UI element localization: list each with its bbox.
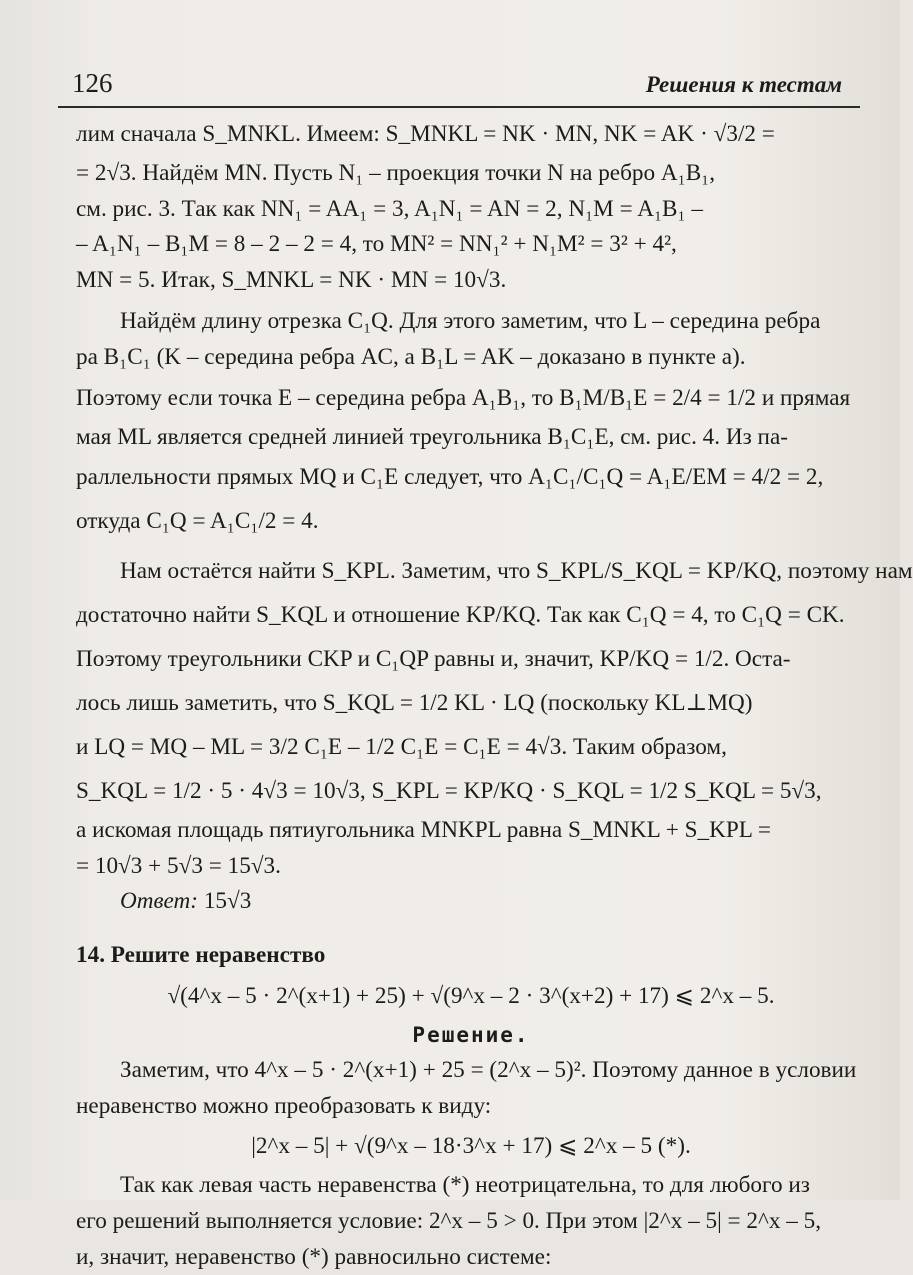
- text-line: раллельности прямых MQ и C₁E следует, что A₁C₁/C₁Q = A₁E/EM = 4/2 = 2,: [76, 455, 866, 499]
- text-line: Заметим, что 4^x – 5 · 2^(x+1) + 25 = (2^x – 5)². Поэтому данное в условии: [76, 1053, 866, 1089]
- text-line: = 2√3. Найдём MN. Пусть N₁ – проекция точки N на ребро A₁B₁,: [76, 156, 866, 192]
- text-line: S_KQL = 1/2 · 5 · 4√3 = 10√3, S_KPL = KP/KQ · S_KQL = 1/2 S_KQL = 5√3,: [76, 769, 866, 813]
- page-header: [58, 64, 850, 104]
- text-line: см. рис. 3. Так как NN₁ = AA₁ = 3, A₁N₁ = AN = 2, N₁M = A₁B₁ –: [76, 192, 866, 228]
- text-line: Найдём длину отрезка C₁Q. Для этого заметим, что L – середина ребра: [76, 304, 866, 340]
- solution-heading: Решение.: [76, 1018, 866, 1054]
- text-line: достаточно найти S_KQL и отношение KP/KQ. Так как C₁Q = 4, то C₁Q = CK.: [76, 593, 866, 637]
- text-line: – A₁N₁ – B₁M = 8 – 2 – 2 = 4, то MN² = NN₁² + N₁M² = 3² + 4²,: [76, 227, 866, 263]
- task-heading: 14. Решите неравенство: [76, 938, 866, 974]
- text-line: Поэтому треугольники CKP и C₁QP равны и, значит, KP/KQ = 1/2. Оста-: [76, 637, 866, 681]
- text-line: лось лишь заметить, что S_KQL = 1/2 KL · LQ (поскольку KL⊥MQ): [76, 681, 866, 725]
- text-line: Поэтому если точка E – середина ребра A₁B₁, то B₁M/B₁E = 2/4 = 1/2 и прямая: [76, 376, 866, 420]
- answer-line: [76, 884, 866, 920]
- text-line: MN = 5. Итак, S_MNKL = NK · MN = 10√3.: [76, 263, 866, 299]
- section-gap: [76, 920, 866, 938]
- page-number: 126: [72, 68, 113, 99]
- text-line: и, значит, неравенство (*) равносильно системе:: [76, 1240, 866, 1275]
- text-line: мая ML является средней линией треугольника B₁C₁E, см. рис. 4. Из па-: [76, 420, 866, 456]
- text-line: а искомая площадь пятиугольника MNKPL равна S_MNKL + S_KPL =: [76, 813, 866, 849]
- text-line: и LQ = MQ – ML = 3/2 C₁E – 1/2 C₁E = C₁E = 4√3. Таким образом,: [76, 725, 866, 769]
- text-line: = 10√3 + 5√3 = 15√3.: [76, 849, 866, 885]
- page-text: [76, 112, 866, 1275]
- text-line: Нам остаётся найти S_KPL. Заметим, что S_KPL/S_KQL = KP/KQ, поэтому нам: [76, 549, 866, 593]
- text-line: откуда C₁Q = A₁C₁/2 = 4.: [76, 499, 866, 543]
- display-formula: |2^x – 5| + √(9^x – 18·3^x + 17) ⩽ 2^x – 5 (*).: [76, 1124, 866, 1168]
- answer-value: 15√3: [204, 888, 252, 914]
- running-head: Решения к тестам: [646, 72, 842, 98]
- text-line: его решений выполняется условие: 2^x – 5 > 0. При этом |2^x – 5| = 2^x – 5,: [76, 1204, 866, 1240]
- text-line: неравенство можно преобразовать к виду:: [76, 1089, 866, 1125]
- text-line: лим сначала S_MNKL. Имеем: S_MNKL = NK · MN, NK = AK · √3/2 =: [76, 112, 866, 156]
- text-line: Так как левая часть неравенства (*) неотрицательна, то для любого из: [76, 1168, 866, 1204]
- answer-label: Ответ:: [120, 888, 198, 914]
- task-formula: √(4^x – 5 · 2^(x+1) + 25) + √(9^x – 2 · 3^(x+2) + 17) ⩽ 2^x – 5.: [76, 974, 866, 1018]
- text-line: ра B₁C₁ (K – середина ребра AC, а B₁L = AK – доказано в пункте а).: [76, 340, 866, 376]
- header-rule: [58, 106, 860, 108]
